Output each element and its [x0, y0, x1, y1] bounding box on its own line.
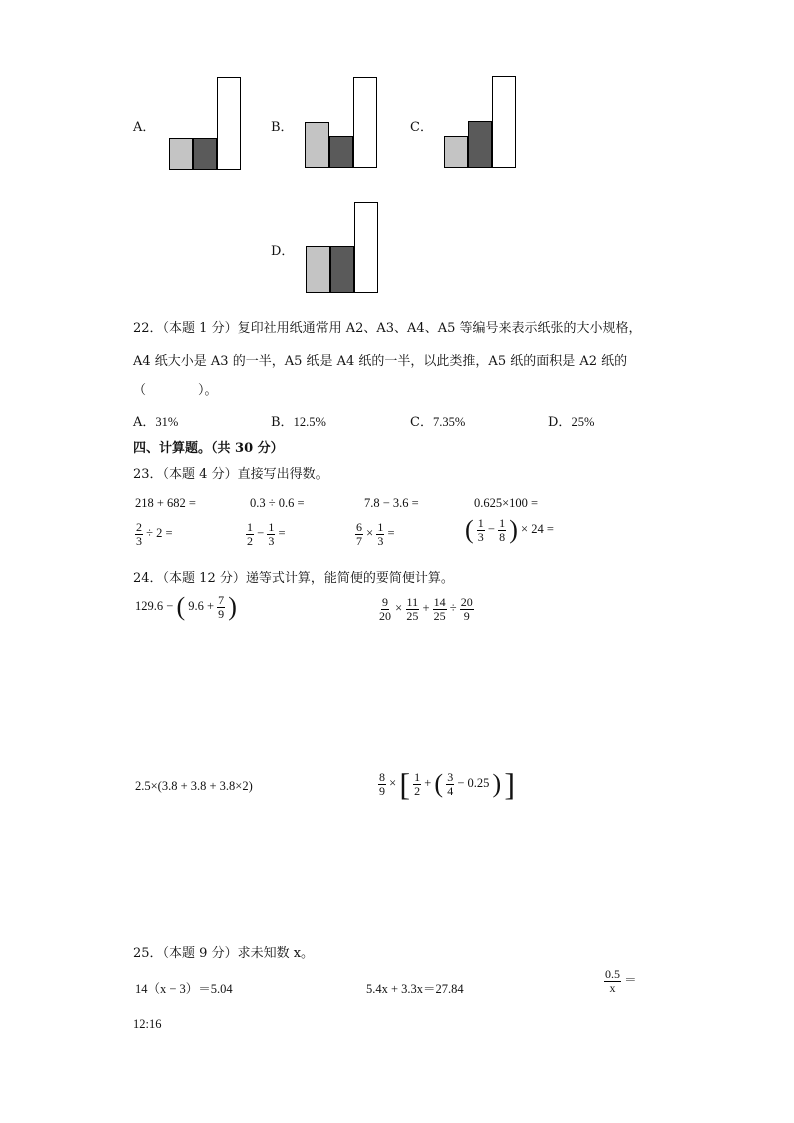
section-heading: 四、计算题。（共 30 分）: [133, 441, 284, 456]
q25-eq-3-continued: 12:16: [133, 1017, 162, 1031]
bar-d-3: [354, 202, 378, 293]
q23-item-2: 0.3 ÷ 0.6 =: [250, 496, 305, 510]
bar-b-1: [305, 122, 329, 168]
q25-eq-1: 14（x − 3）＝5.04: [135, 982, 233, 996]
bar-a-2: [193, 138, 217, 170]
q23-item-6: $\frac{1}{2}$ − $\frac{1}{3}$ =: [247, 520, 286, 548]
bar-a-3: [217, 77, 241, 170]
bar-c-2: [468, 121, 492, 168]
q22-option-a: A．31%: [133, 415, 179, 430]
q24-expr-4: $\frac{8}{9}$ × [ $\frac{1}{2}$ + ( $\frac{3}{4}$ − 0.25 ) ]: [379, 766, 515, 802]
bar-b-2: [329, 136, 353, 168]
bar-a-1: [169, 138, 193, 170]
option-c-label: C．: [410, 120, 433, 135]
bar-c-3: [492, 76, 516, 168]
bar-c-1: [444, 136, 468, 168]
q23-item-5: $\frac{2}{3}$ ÷ 2 =: [136, 520, 173, 548]
q25-eq-2: 5.4x + 3.3x＝27.84: [366, 982, 464, 996]
q24-title: 24．（本题 12 分）递等式计算，能简便的要简便计算。: [133, 571, 454, 586]
option-d-label: D．: [271, 244, 295, 259]
q23-item-4: 0.625×100 =: [474, 496, 539, 510]
q22-option-b: B．12.5%: [271, 415, 326, 430]
bar-b-3: [353, 77, 377, 168]
q25-title: 25．（本题 9 分）求未知数 x。: [133, 946, 315, 961]
q24-expr-3: 2.5×(3.8 + 3.8 + 3.8×2): [135, 779, 253, 793]
q22-line1: 22．（本题 1 分）复印社用纸通常用 A2、A3、A4、A5 等编号来表示纸张的大小规格，: [133, 321, 642, 336]
option-a-label: A．: [133, 120, 156, 135]
q23-item-1: 218 + 682 =: [135, 496, 196, 510]
q24-expr-1: 129.6 − ( 9.6 + $\frac{7}{9}$ ): [135, 592, 237, 622]
q22-line3: （ ）。: [133, 383, 218, 398]
q22-option-c: C．7.35%: [410, 415, 466, 430]
q22-line2: A4 纸大小是 A3 的一半，A5 纸是 A4 纸的一半，以此类推，A5 纸的面积是 A2 纸的: [133, 354, 628, 369]
q23-item-3: 7.8 − 3.6 =: [364, 496, 419, 510]
q22-option-d: D．25%: [548, 415, 595, 430]
q23-item-7: $\frac{6}{7}$ × $\frac{1}{3}$ =: [356, 520, 395, 548]
bar-d-2: [330, 246, 354, 293]
q24-expr-2: $\frac{9}{20}$ × $\frac{11}{25}$ + $\frac{14}{25}$ ÷ $\frac{20}{9}$: [379, 595, 473, 623]
bar-d-1: [306, 246, 330, 293]
q23-item-8: ( $\frac{1}{3}$ − $\frac{1}{8}$ ) × 24 =: [465, 515, 554, 545]
option-b-label: B．: [271, 120, 294, 135]
q25-eq-3: $\frac{0.5}{x}$ ＝: [605, 967, 637, 995]
q23-title: 23．（本题 4 分）直接写出得数。: [133, 467, 329, 482]
